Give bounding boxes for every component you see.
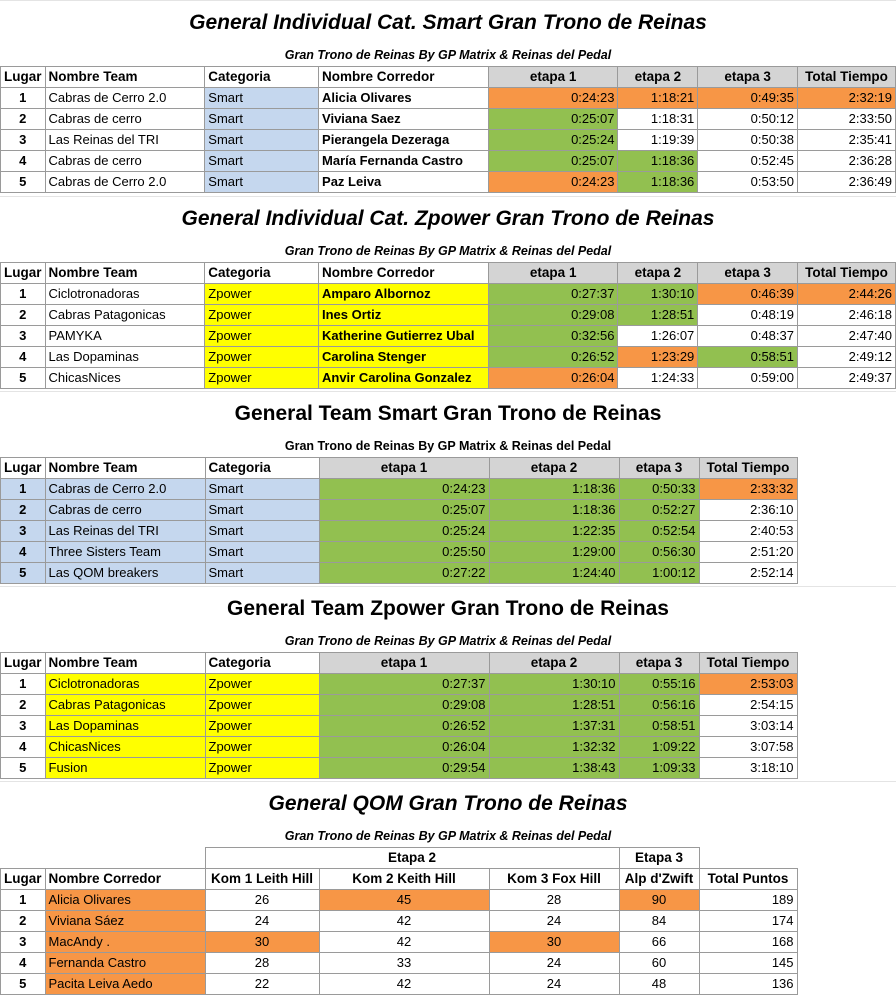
cell: 42 xyxy=(319,911,489,932)
table-row xyxy=(1,674,798,695)
cell: 1:18:36 xyxy=(618,172,698,193)
cell: Cabras de Cerro 2.0 xyxy=(45,172,205,193)
cell: Zpower xyxy=(205,305,319,326)
col-header: Categoria xyxy=(205,458,319,479)
col-header: etapa 3 xyxy=(619,653,699,674)
cell: 26 xyxy=(205,890,319,911)
cell: 1:24:40 xyxy=(489,563,619,584)
cell: 24 xyxy=(489,953,619,974)
table-row xyxy=(1,284,896,305)
cell: 1:23:29 xyxy=(618,347,698,368)
section-title: General Individual Cat. Smart Gran Trono de Reinas xyxy=(0,0,896,45)
col-header: Kom 2 Keith Hill xyxy=(319,869,489,890)
cell: 2:36:28 xyxy=(798,151,896,172)
cell: Carolina Stenger xyxy=(319,347,489,368)
cell: 5 xyxy=(1,368,46,389)
col-header: etapa 2 xyxy=(618,67,698,88)
section-subtitle: Gran Trono de Reinas By GP Matrix & Reinas del Pedal xyxy=(284,829,612,843)
cell: 0:26:04 xyxy=(488,368,618,389)
table-row xyxy=(1,542,798,563)
col-header: Total Tiempo xyxy=(699,653,797,674)
cell: 2:33:32 xyxy=(699,479,797,500)
cell: 1:37:31 xyxy=(489,716,619,737)
cell: 0:55:16 xyxy=(619,674,699,695)
cell: Three Sisters Team xyxy=(45,542,205,563)
cell: 1:09:22 xyxy=(619,737,699,758)
cell: 0:24:23 xyxy=(319,479,489,500)
col-header: etapa 2 xyxy=(489,653,619,674)
cell: 1:38:43 xyxy=(489,758,619,779)
col-header: Nombre Team xyxy=(45,67,205,88)
table-row xyxy=(1,500,798,521)
cell: 0:46:39 xyxy=(698,284,798,305)
cell: Fusion xyxy=(45,758,205,779)
cell: Smart xyxy=(205,130,319,151)
col-header: Total Tiempo xyxy=(797,263,895,284)
table-header-row xyxy=(1,458,798,479)
cell: 3:03:14 xyxy=(699,716,797,737)
col-header: Alp d'Zwift xyxy=(619,869,699,890)
cell: 45 xyxy=(319,890,489,911)
cell: Paz Leiva xyxy=(319,172,489,193)
cell: Las Dopaminas xyxy=(45,716,205,737)
cell: 1:28:51 xyxy=(489,695,619,716)
section-individual-smart xyxy=(0,0,896,189)
col-header: Lugar xyxy=(1,458,46,479)
cell: 2 xyxy=(1,695,46,716)
cell: 1:18:36 xyxy=(489,479,619,500)
section-team-zpower xyxy=(0,586,896,775)
cell: 24 xyxy=(489,911,619,932)
cell: 0:29:08 xyxy=(488,305,618,326)
cell: 3 xyxy=(1,716,46,737)
col-header: Categoria xyxy=(205,67,319,88)
col-header: Lugar xyxy=(1,67,46,88)
section-subtitle: Gran Trono de Reinas By GP Matrix & Reinas del Pedal xyxy=(284,634,612,648)
cell: 2:32:19 xyxy=(798,88,896,109)
cell: 0:59:00 xyxy=(698,368,798,389)
cell: Las Dopaminas xyxy=(45,347,205,368)
cell: 3:07:58 xyxy=(699,737,797,758)
col-header: Categoria xyxy=(205,263,319,284)
col-header: etapa 2 xyxy=(489,458,619,479)
cell: Zpower xyxy=(205,284,319,305)
col-header: Total Puntos xyxy=(699,869,797,890)
cell: 189 xyxy=(699,890,797,911)
table-row xyxy=(1,479,798,500)
col-header: etapa 1 xyxy=(488,67,618,88)
col-header: Total Tiempo xyxy=(699,458,797,479)
cell: Katherine Gutierrez Ubal xyxy=(319,326,489,347)
cell: 4 xyxy=(1,737,46,758)
cell: 2:52:14 xyxy=(699,563,797,584)
cell: 0:52:27 xyxy=(619,500,699,521)
cell: 30 xyxy=(205,932,319,953)
cell: Smart xyxy=(205,88,319,109)
col-header: etapa 3 xyxy=(698,67,798,88)
cell: 3 xyxy=(1,932,46,953)
table-row xyxy=(1,737,798,758)
col-header: Kom 3 Fox Hill xyxy=(489,869,619,890)
table-row xyxy=(1,130,896,151)
cell: 0:53:50 xyxy=(698,172,798,193)
cell: 28 xyxy=(205,953,319,974)
cell: 0:56:16 xyxy=(619,695,699,716)
cell: 0:52:45 xyxy=(698,151,798,172)
cell: 0:29:54 xyxy=(319,758,489,779)
cell: Cabras de Cerro 2.0 xyxy=(45,88,205,109)
cell: 0:27:22 xyxy=(319,563,489,584)
cell: 2:40:53 xyxy=(699,521,797,542)
col-header: Nombre Corredor xyxy=(319,67,489,88)
cell: Ciclotronadoras xyxy=(45,284,205,305)
cell: 0:56:30 xyxy=(619,542,699,563)
table-row xyxy=(1,151,896,172)
cell: 24 xyxy=(205,911,319,932)
cell: 1:18:31 xyxy=(618,109,698,130)
cell: 66 xyxy=(619,932,699,953)
table-row xyxy=(1,716,798,737)
cell: 5 xyxy=(1,563,46,584)
cell: PAMYKA xyxy=(45,326,205,347)
col-header: etapa 1 xyxy=(319,653,489,674)
cell: 1:32:32 xyxy=(489,737,619,758)
blank-cell xyxy=(45,848,205,869)
table-row xyxy=(1,368,896,389)
cell: 2 xyxy=(1,109,46,130)
cell: 1:09:33 xyxy=(619,758,699,779)
cell: Cabras de cerro xyxy=(45,151,205,172)
col-header: Nombre Team xyxy=(45,653,205,674)
table-row xyxy=(1,521,798,542)
cell: Amparo Albornoz xyxy=(319,284,489,305)
cell: ChicasNices xyxy=(45,737,205,758)
cell: Cabras Patagonicas xyxy=(45,305,205,326)
results-table xyxy=(0,66,896,193)
table-row xyxy=(1,109,896,130)
table-row xyxy=(1,347,896,368)
cell: Cabras de Cerro 2.0 xyxy=(45,479,205,500)
cell: 3 xyxy=(1,130,46,151)
cell: Cabras de cerro xyxy=(45,500,205,521)
col-header: etapa 3 xyxy=(698,263,798,284)
col-header: Lugar xyxy=(1,263,46,284)
cell: María Fernanda Castro xyxy=(319,151,489,172)
section-individual-zpower xyxy=(0,196,896,385)
cell: 2:53:03 xyxy=(699,674,797,695)
table-row xyxy=(1,974,798,995)
cell: 0:24:23 xyxy=(488,172,618,193)
cell: 42 xyxy=(319,974,489,995)
cell: 0:32:56 xyxy=(488,326,618,347)
cell: 0:29:08 xyxy=(319,695,489,716)
cell: Zpower xyxy=(205,695,319,716)
cell: Ciclotronadoras xyxy=(45,674,205,695)
cell: Cabras Patagonicas xyxy=(45,695,205,716)
table-header-row xyxy=(1,67,896,88)
cell: 2:51:20 xyxy=(699,542,797,563)
cell: 0:49:35 xyxy=(698,88,798,109)
cell: 5 xyxy=(1,974,46,995)
group-header-etapa2: Etapa 2 xyxy=(205,848,619,869)
group-header-row xyxy=(1,848,798,869)
cell: 0:25:24 xyxy=(488,130,618,151)
cell: Zpower xyxy=(205,347,319,368)
table-row xyxy=(1,326,896,347)
cell: Zpower xyxy=(205,758,319,779)
cell: 1:00:12 xyxy=(619,563,699,584)
section-title: General Individual Cat. Zpower Gran Trono de Reinas xyxy=(0,196,896,241)
cell: 2:36:49 xyxy=(798,172,896,193)
cell: 3 xyxy=(1,521,46,542)
cell: 1:18:36 xyxy=(618,151,698,172)
section-qom xyxy=(0,781,896,991)
blank-cell xyxy=(699,848,797,869)
cell: Anvir Carolina Gonzalez xyxy=(319,368,489,389)
cell: 1:30:10 xyxy=(618,284,698,305)
cell: Alicia Olivares xyxy=(45,890,205,911)
cell: 0:27:37 xyxy=(319,674,489,695)
table-row xyxy=(1,911,798,932)
cell: 4 xyxy=(1,542,46,563)
col-header: Total Tiempo xyxy=(798,67,896,88)
cell: Las Reinas del TRI xyxy=(45,130,205,151)
cell: 174 xyxy=(699,911,797,932)
cell: 2:54:15 xyxy=(699,695,797,716)
cell: Smart xyxy=(205,151,319,172)
cell: 28 xyxy=(489,890,619,911)
cell: Ines Ortiz xyxy=(319,305,489,326)
col-header: Kom 1 Leith Hill xyxy=(205,869,319,890)
cell: 90 xyxy=(619,890,699,911)
cell: 2 xyxy=(1,305,46,326)
cell: 4 xyxy=(1,347,46,368)
cell: 1 xyxy=(1,479,46,500)
cell: 0:27:37 xyxy=(488,284,618,305)
cell: 3:18:10 xyxy=(699,758,797,779)
cell: Las QOM breakers xyxy=(45,563,205,584)
cell: 0:25:50 xyxy=(319,542,489,563)
cell: 5 xyxy=(1,758,46,779)
cell: 2:47:40 xyxy=(797,326,895,347)
table-row xyxy=(1,953,798,974)
cell: 5 xyxy=(1,172,46,193)
section-subtitle: Gran Trono de Reinas By GP Matrix & Reinas del Pedal xyxy=(284,48,612,62)
cell: Fernanda Castro xyxy=(45,953,205,974)
section-title: General QOM Gran Trono de Reinas xyxy=(0,781,896,826)
section-subtitle: Gran Trono de Reinas By GP Matrix & Reinas del Pedal xyxy=(284,244,612,258)
col-header: Nombre Team xyxy=(45,458,205,479)
cell: 2 xyxy=(1,911,46,932)
col-header: etapa 1 xyxy=(488,263,618,284)
cell: 1 xyxy=(1,890,46,911)
cell: 1 xyxy=(1,284,46,305)
blank-cell xyxy=(1,848,46,869)
cell: 2:36:10 xyxy=(699,500,797,521)
table-header-row xyxy=(1,263,896,284)
cell: Las Reinas del TRI xyxy=(45,521,205,542)
col-header: etapa 1 xyxy=(319,458,489,479)
cell: 2:49:12 xyxy=(797,347,895,368)
table-row xyxy=(1,695,798,716)
table-header-row xyxy=(1,869,798,890)
cell: 1 xyxy=(1,674,46,695)
cell: 0:48:37 xyxy=(698,326,798,347)
cell: Cabras de cerro xyxy=(45,109,205,130)
cell: 0:25:07 xyxy=(488,109,618,130)
table-row xyxy=(1,172,896,193)
cell: Smart xyxy=(205,172,319,193)
cell: 33 xyxy=(319,953,489,974)
col-header: Categoria xyxy=(205,653,319,674)
group-header-etapa3: Etapa 3 xyxy=(619,848,699,869)
cell: 1:22:35 xyxy=(489,521,619,542)
cell: 0:50:12 xyxy=(698,109,798,130)
cell: 2 xyxy=(1,500,46,521)
table-row xyxy=(1,932,798,953)
cell: Alicia Olivares xyxy=(319,88,489,109)
cell: Zpower xyxy=(205,674,319,695)
section-title: General Team Zpower Gran Trono de Reinas xyxy=(0,586,896,631)
col-header: Nombre Corredor xyxy=(45,869,205,890)
cell: 60 xyxy=(619,953,699,974)
col-header: etapa 3 xyxy=(619,458,699,479)
cell: MacAndy . xyxy=(45,932,205,953)
cell: Zpower xyxy=(205,737,319,758)
cell: Viviana Saez xyxy=(319,109,489,130)
cell: Smart xyxy=(205,479,319,500)
cell: 0:26:52 xyxy=(319,716,489,737)
section-title: General Team Smart Gran Trono de Reinas xyxy=(0,391,896,436)
cell: 1:30:10 xyxy=(489,674,619,695)
cell: 0:25:07 xyxy=(488,151,618,172)
cell: 1:19:39 xyxy=(618,130,698,151)
cell: Smart xyxy=(205,563,319,584)
col-header: etapa 2 xyxy=(618,263,698,284)
cell: Smart xyxy=(205,521,319,542)
cell: 1:26:07 xyxy=(618,326,698,347)
cell: 0:58:51 xyxy=(698,347,798,368)
section-team-smart xyxy=(0,391,896,580)
cell: Zpower xyxy=(205,326,319,347)
cell: 0:52:54 xyxy=(619,521,699,542)
section-subtitle: Gran Trono de Reinas By GP Matrix & Reinas del Pedal xyxy=(284,439,612,453)
table-row xyxy=(1,758,798,779)
cell: 0:25:24 xyxy=(319,521,489,542)
col-header: Lugar xyxy=(1,653,46,674)
cell: 30 xyxy=(489,932,619,953)
table-row xyxy=(1,88,896,109)
cell: 1:28:51 xyxy=(618,305,698,326)
cell: Pacita Leiva Aedo xyxy=(45,974,205,995)
cell: 4 xyxy=(1,953,46,974)
cell: ChicasNices xyxy=(45,368,205,389)
cell: 1:18:36 xyxy=(489,500,619,521)
cell: Zpower xyxy=(205,716,319,737)
table-header-row xyxy=(1,653,798,674)
cell: 136 xyxy=(699,974,797,995)
results-table xyxy=(0,457,798,584)
cell: 3 xyxy=(1,326,46,347)
cell: 24 xyxy=(489,974,619,995)
cell: 84 xyxy=(619,911,699,932)
cell: 42 xyxy=(319,932,489,953)
cell: 168 xyxy=(699,932,797,953)
cell: 145 xyxy=(699,953,797,974)
cell: Smart xyxy=(205,542,319,563)
col-header: Lugar xyxy=(1,869,46,890)
results-table xyxy=(0,262,896,389)
cell: 48 xyxy=(619,974,699,995)
cell: 0:26:52 xyxy=(488,347,618,368)
table-row xyxy=(1,305,896,326)
cell: Smart xyxy=(205,109,319,130)
cell: 4 xyxy=(1,151,46,172)
cell: 0:25:07 xyxy=(319,500,489,521)
cell: 22 xyxy=(205,974,319,995)
cell: 2:49:37 xyxy=(797,368,895,389)
cell: Zpower xyxy=(205,368,319,389)
cell: 0:50:33 xyxy=(619,479,699,500)
cell: 0:24:23 xyxy=(488,88,618,109)
cell: 0:48:19 xyxy=(698,305,798,326)
cell: Viviana Sáez xyxy=(45,911,205,932)
cell: 1:24:33 xyxy=(618,368,698,389)
col-header: Nombre Corredor xyxy=(319,263,489,284)
cell: 0:58:51 xyxy=(619,716,699,737)
cell: 2:33:50 xyxy=(798,109,896,130)
cell: Smart xyxy=(205,500,319,521)
cell: 1:18:21 xyxy=(618,88,698,109)
cell: 2:35:41 xyxy=(798,130,896,151)
results-table xyxy=(0,652,798,779)
cell: 2:46:18 xyxy=(797,305,895,326)
cell: 0:26:04 xyxy=(319,737,489,758)
qom-table xyxy=(0,847,798,995)
col-header: Nombre Team xyxy=(45,263,205,284)
cell: Pierangela Dezeraga xyxy=(319,130,489,151)
cell: 0:50:38 xyxy=(698,130,798,151)
cell: 2:44:26 xyxy=(797,284,895,305)
cell: 1:29:00 xyxy=(489,542,619,563)
cell: 1 xyxy=(1,88,46,109)
table-row xyxy=(1,890,798,911)
table-row xyxy=(1,563,798,584)
